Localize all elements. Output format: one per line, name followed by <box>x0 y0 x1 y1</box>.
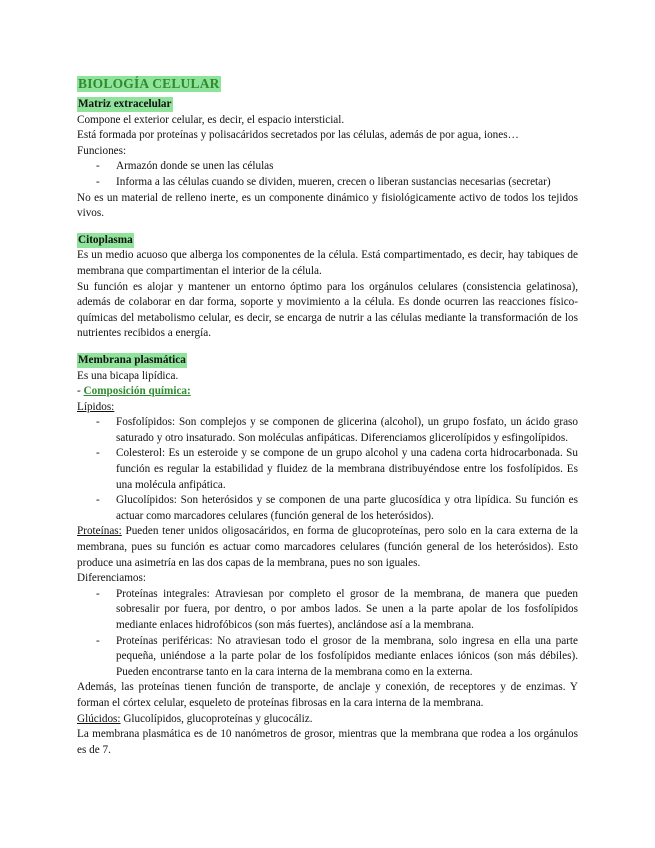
proteinas-label: Proteínas: <box>77 525 122 538</box>
dash-bullet: - <box>96 494 100 507</box>
matriz-p3: No es un material de relleno inerte, es un componente dinámico y fisiológicamente activo de todos los tejidos vivos. <box>77 191 578 220</box>
section-matriz-heading <box>77 97 578 113</box>
matriz-functions-label: Funciones: <box>77 144 127 157</box>
list-item <box>77 587 578 634</box>
list-item <box>77 634 578 681</box>
list-item <box>77 446 578 493</box>
lipidos-list <box>77 415 578 524</box>
list-item <box>77 175 578 191</box>
dash-bullet: - <box>96 587 100 600</box>
proteinas-funciones-paragraph: Además, las proteínas tienen función de transporte, de anclaje y conexión, de receptores y de enzimas. Y forman el córtex celular, esqueleto de proteínas fibrosas en la cara interna de la membrana. <box>77 681 578 709</box>
title-text: BIOLOGÍA CELULAR <box>78 76 220 91</box>
proteinas-text: Pueden tener unidos oligosacáridos, en forma de glucoproteínas, pero solo en la cara externa de la membrana, pues su función es actuar como marcadores celulares (función general de los heterósidos). Esto produce una asimetría en las dos capas de la membrana, pues no son iguales. <box>77 525 578 569</box>
grosor-paragraph: La membrana plasmática es de 10 nanómetros de grosor, mientras que la membrana que rodea a los orgánulos es de 7. <box>77 728 578 756</box>
list-item <box>77 415 578 446</box>
membrana-p1: Es una bicapa lipídica. <box>77 369 179 382</box>
list-item-text: Glucolípidos: Son heterósidos y se componen de una parte glucosídica y otra lipídica. Su función es actuar como marcadores celulares (función general de los heterósidos). <box>116 494 578 522</box>
list-item-text: Informa a las células cuando se dividen, mueren, crecen o liberan sustancias necesarias (secretar) <box>116 175 551 188</box>
composicion-label: Composición química: <box>83 385 191 398</box>
list-item <box>77 159 578 175</box>
dash-bullet: - <box>96 160 100 173</box>
glucidos-text: Glucolípidos, glucoproteínas y glucocáliz. <box>120 712 313 725</box>
list-item-text: Armazón donde se unen las células <box>116 160 274 173</box>
glucidos-paragraph <box>77 712 578 728</box>
dash-bullet: - <box>96 447 100 460</box>
list-item-text: Proteínas integrales: Atraviesan por completo el grosor de la membrana, de manera que pueden sobresalir por fuera, por dentro, o por ambos lados. Se unen a la parte apolar de los fosfolípidos mediante enlaces hidrofóbicos (son más fuertes), anclándose así a la membrana. <box>116 587 578 631</box>
lipidos-label-line <box>77 400 578 416</box>
diferenciamos-label: Diferenciamos: <box>77 572 146 585</box>
glucidos-label: Glúcidos: <box>77 712 121 725</box>
list-item-text: Proteínas periféricas: No atraviesan todo el grosor de la membrana, solo ingresa en ella una parte pequeña, uniéndose a la parte polar de los fosfolípidos mediante enlaces iónicos (son más débiles). Pueden encontrarse tanto en la cara interna de la membrana como en la externa. <box>116 634 578 678</box>
citoplasma-p2: Su función es alojar y mantener un entorno óptimo para los orgánulos celulares (consistencia gelatinosa), además de colaborar en dar forma, soporte y movimiento a la célula. Es donde ocurren las reacciones físico-químicas del metabolismo celular, es decir, se encarga de nutrir a las células mediante la transformación de los nutrientes recibidos a energía. <box>77 280 578 340</box>
membrana-heading-text: Membrana plasmática <box>78 353 186 366</box>
dash-bullet: - <box>96 416 100 429</box>
citoplasma-heading-text: Citoplasma <box>78 233 133 246</box>
list-item-text: Fosfolípidos: Son complejos y se componen de glicerina (alcohol), un grupo fosfato, un ácido graso saturado y otro insaturado. Son moléculas anfipáticas. Diferenciamos glicerolípidos y esfingolípidos. <box>116 416 578 444</box>
proteinas-tipos-list <box>77 587 578 681</box>
citoplasma-p1: Es un medio acuoso que alberga los componentes de la célula. Está compartimentado, es decir, hay tabiques de membrana que compartimentan el interior de la célula. <box>77 249 578 277</box>
list-item <box>77 493 578 524</box>
matriz-p1: Compone el exterior celular, es decir, el espacio intersticial. <box>77 113 345 126</box>
matriz-p2: Está formada por proteínas y polisacáridos secretados por las células, además de por agua, iones… <box>77 129 519 142</box>
composicion-prefix: - <box>77 385 84 398</box>
matriz-heading-text: Matriz extracelular <box>78 98 172 110</box>
list-item-text: Colesterol: Es un esteroide y se compone de un grupo alcohol y una cadena corta hidrocarbonada. Su función es regular la estabilidad y fluidez de la membrana distribuyéndose entre los fosfolípidos. Es una molécula anfipática. <box>116 447 578 491</box>
document-body <box>77 76 578 758</box>
section-membrana-heading <box>77 353 578 369</box>
dash-bullet: - <box>96 175 100 188</box>
document-title <box>77 76 578 94</box>
section-citoplasma-heading <box>77 233 578 249</box>
proteinas-paragraph <box>77 524 578 571</box>
composicion-heading <box>77 384 578 400</box>
dash-bullet: - <box>96 634 100 647</box>
lipidos-label: Lípidos: <box>77 400 115 413</box>
matriz-functions-list <box>77 159 578 190</box>
